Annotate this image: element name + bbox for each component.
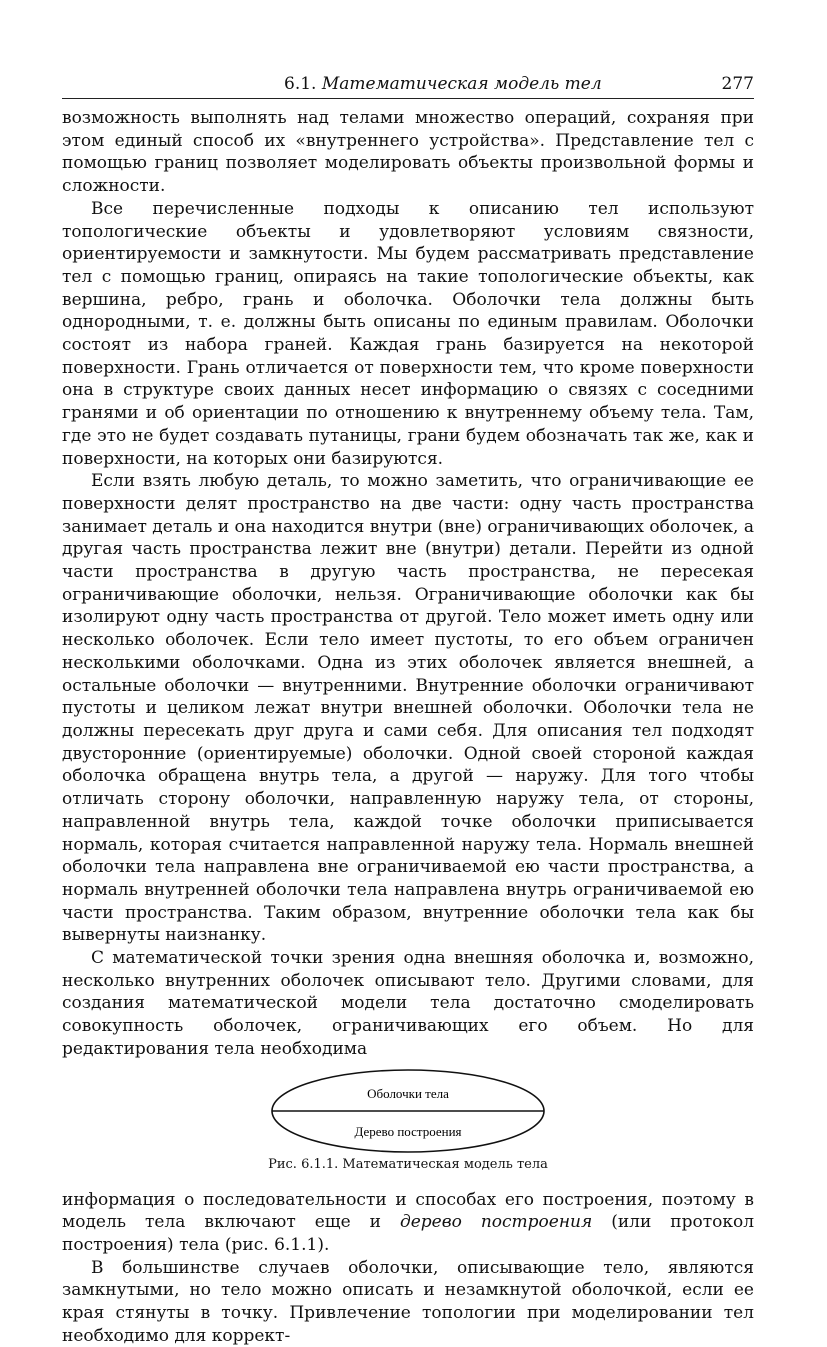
figure-6-1-1 [62,1061,754,1189]
caption-number: Рис. 6.1.1. [268,1156,339,1172]
paragraph: В большинстве случаев оболочки, описывающие тело, являются замкнутыми, но тело можно описать и незамкнутой оболочкой, если ее края стянуты в точку. Привлечение топологии при моделировании тел необходимо для коррект- [62,1257,754,1346]
body-text [62,107,754,1061]
paragraph: возможность выполнять над телами множество операций, сохраняя при этом единый способ их «внутреннего устройства». Представление тел с помощью границ позволяет моделировать объекты произвольной формы и сложности. [62,108,754,197]
book-page [62,70,754,1347]
running-title [284,74,602,94]
text-run: информация о последовательности и способах его построения, поэтому в модель тела включают еще и [62,1189,754,1233]
figure-caption [62,1157,754,1172]
shells-label: Оболочки тела [367,1085,449,1101]
text-run: (или протокол построения) тела (рис. 6.1.1). [62,1212,755,1255]
section-title: Математическая модель тел [321,74,602,94]
body-model-diagram [270,1067,546,1155]
running-header [62,70,754,99]
page-number: 277 [721,74,754,94]
paragraph: Если взять любую деталь, то можно заметить, что ограничивающие ее поверхности делят пространство на две части: одну часть пространства занимает деталь и она находится внутри (вне) ограничивающих оболочек, а другая часть пространства лежит вне (внутри) детали. Перейти из одной части пространства в другую часть пространства, не пересекая ограничивающие оболочки, нельзя. Ограничивающие оболочки как бы изолируют одну часть пространства от другой. Тело может иметь одну или несколько оболочек. Если тело имеет пустоты, то его объем ограничен несколькими оболочками. Одна из этих оболочек является внешней, а остальные оболочки — внутренними. Внутренние оболочки ограничивают пустоты и целиком лежат внутри внешней оболочки. Оболочки тела не должны пересекать друг друга и сами себя. Для описания тел подходят двусторонние (ориентируемые) оболочки. Одной своей стороной каждая оболочка обращена внутрь тела, а другой — наружу. Для того чтобы отличать сторону оболочки, направленную наружу тела, от стороны, направленной внутрь тела, каждой точке оболочки приписывается нормаль, которая считается направленной наружу тела. Нормаль внешней оболочки тела направлена вне ограничиваемой ею части пространства, а нормаль внутренней оболочки тела направлена внутрь ограничиваемой ею части пространства. Таким образом, внутренние оболочки тела как бы вывернуты наизнанку. [62,471,754,946]
body-text-continued [62,1189,754,1347]
caption-text: Математическая модель тела [342,1156,548,1172]
paragraph: С математической точки зрения одна внешняя оболочка и, возможно, несколько внутренних оболочек описывают тело. Другими словами, для создания математической модели тела достаточно смоделировать совокупность оболочек, ограничивающих его объем. Но для редактирования тела необходима [62,948,754,1059]
section-number: 6.1. [284,74,317,94]
build-tree-label: Дерево построения [354,1123,462,1139]
paragraph: Все перечисленные подходы к описанию тел используют топологические объекты и удовлетворяют условиям связности, ориентируемости и замкнутости. Мы будем рассматривать представление тел с помощью границ, опираясь на такие топологические объекты, как вершина, ребро, грань и оболочка. Оболочки тела должны быть однородными, т. е. должны быть описаны по единым правилам. Оболочки состоят из набора граней. Каждая грань базируется на некоторой поверхности. Грань отличается от поверхности тем, что кроме поверхности она в структуре своих данных несет информацию о связях с соседними гранями и об ориентации по отношению к внутреннему объему тела. Там, где это не будет создавать путаницы, грани будем обозначать так же, как и поверхности, на которых они базируются. [62,198,754,469]
paragraph [62,1189,754,1257]
emphasis-term: дерево построения [399,1212,593,1233]
